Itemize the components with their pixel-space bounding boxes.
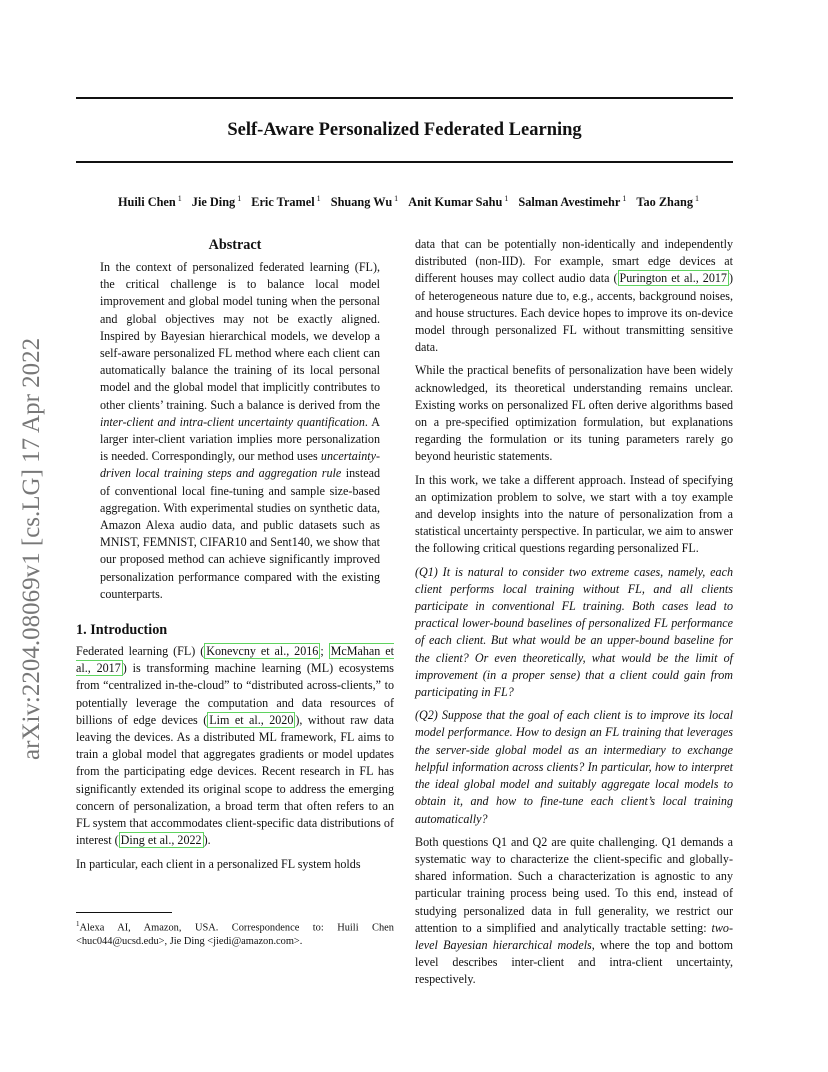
intro-paragraph-2-start: In particular, each client in a personalized FL system holds xyxy=(76,856,361,871)
author-name: Anit Kumar Sahu $^1$ xyxy=(408,194,509,210)
abstract-body: In the context of personalized federated learning (FL), the critical challenge is to balance local model improvement and global model tuning when the personal and global objectives may not be exactly aligned. Inspired by Bayesian hierarchical models, we develop a self-aware personalized FL method where each client can automatically balance the training of its local personal model and the global model that implicitly contributes to other clients’ training. Such a balance is derived from the inter-client and intra-client uncertainty quantification. A larger inter-client variation implies more personalization is needed. Correspondingly, our method uses uncertainty-driven local training steps and aggregation rule instead of conventional local fine-tuning and sample size-based aggregation. With experimental studies on synthetic data, Amazon Alexa audio data, and public datasets such as MNIST, FEMNIST, CIFAR10 and Sent140, we show that our proposed method can achieve significantly improved personalization performance compared with the existing counterparts. xyxy=(100,260,380,601)
abstract-heading: Abstract xyxy=(208,237,262,253)
footnote-text: Alexa AI, Amazon, USA. Correspondence to: Huili Chen <huc044@ucsd.edu>, Jie Ding <jiedi@amazon.com>. xyxy=(76,922,394,948)
footnote-rule xyxy=(76,912,172,913)
author-name: Tao Zhang $^1$ xyxy=(636,194,700,210)
intro-paragraph-2-continued: data that can be potentially non-identically and independently distributed (non-IID). For example, smart edge devices at different houses may collect audio data ( Purington et al., 2017 ) of heterogeneous nature due to, e.g., accents, background noises, and house structures. Each device hopes to improve its on-device model through personalized FL without transmitting sensitive data. xyxy=(415,237,733,355)
arxiv-identifier: arXiv:2204.08069v1 [cs.LG] 17 Apr 2022 xyxy=(18,337,45,760)
intro-paragraph-3: While the practical benefits of personalization have been widely acknowledged, its theoretical understanding remains unclear. Existing works on personalized FL often derive algorithms based on a pre-specified optimization formulation, but explanations regarding the formulation or its tuning parameters rarely go beyond heuristic statements. xyxy=(415,363,733,464)
author-list xyxy=(60,191,760,210)
citation-link[interactable]: Konevcny et al., 2016 xyxy=(206,644,319,659)
citation-link[interactable]: Lim et al., 2020 xyxy=(209,712,294,727)
citation-link[interactable]: Purington et al., 2017 xyxy=(619,271,727,286)
right-column xyxy=(415,236,733,995)
author-name: Shuang Wu $^1$ xyxy=(330,194,399,210)
intro-paragraph-5: Both questions Q1 and Q2 are quite challenging. Q1 demands a systematic way to characterize the client-specific and globally-shared information. Such a characterization is agnostic to any particular training process being used. To this end, instead of studying personalized data in full generality, we restrict our attention to a simplified and analytically tractable setting: two-level Bayesian hierarchical models, where the top and bottom level describes inter-client and intra-client uncertainty, respectively. xyxy=(415,834,733,987)
author-name: Salman Avestimehr $^1$ xyxy=(518,194,627,210)
intro-paragraph-4: In this work, we take a different approach. Instead of specifying an optimization problem to solve, we start with a toy example and develop insights into the nature of personalization from a statistical uncertainty perspective. In particular, we aim to answer the following critical questions regarding personalized FL. xyxy=(415,472,733,556)
citation-link[interactable]: Ding et al., 2022 xyxy=(120,833,202,848)
author-name: Eric Tramel $^1$ xyxy=(251,194,321,210)
title-rule-bottom xyxy=(76,161,733,163)
author-name: Huili Chen $^1$ xyxy=(117,194,182,210)
intro-paragraph-1: Federated learning (FL) ( Konevcny et al., 2016 ; McMahan et al., 2017 ) is transforming machine learning (ML) ecosystems from “centralized in-the-cloud” to “distributed across-clients,” to potentially leverage the computation and data resources of billions of edge devices ( Lim et al., 2020 ), without raw data leaving the devices. As a distributed ML framework, FL aims to train a global model that aggregates gradients or model updates from the participating edge devices. Recent research in FL has significantly extended its original scope to address the emerging concern of personalization, a broad term that often refers to an FL system that accommodates client-specific data distributions of interest ( Ding et al., 2022 ). xyxy=(76,644,394,848)
paper-title: Self-Aware Personalized Federated Learning xyxy=(227,120,582,140)
question-q1: (Q1) It is natural to consider two extreme cases, namely, each client performs local training without FL, and all clients participate in conventional FL training. Both cases lead to practical lower-bound baselines of personalized FL performance of each client. But what would be an upper-bound baseline for the client? Or even theoretically, what would be the limit of improvement (in a proper sense) that a client could gain from participating in FL? xyxy=(415,564,733,700)
left-column xyxy=(76,236,394,879)
introduction-heading: 1. Introduction xyxy=(76,622,168,639)
title-rule-top xyxy=(76,97,733,99)
author-name: Jie Ding $^1$ xyxy=(191,194,242,210)
footnote xyxy=(76,912,394,949)
citation-link[interactable]: McMahan et al., 2017 xyxy=(76,644,394,676)
footnote-mark: 1 xyxy=(76,920,80,928)
question-q2: (Q2) Suppose that the goal of each client is to improve its local model performance. How to design an FL training that leverages the server-side global model as an intermediary to exchange helpful information across clients? In particular, how to interpret the ideal global model and suitably aggregate local models to obtain it, and how to fine-tune each client’s local training automatically? xyxy=(415,708,733,826)
